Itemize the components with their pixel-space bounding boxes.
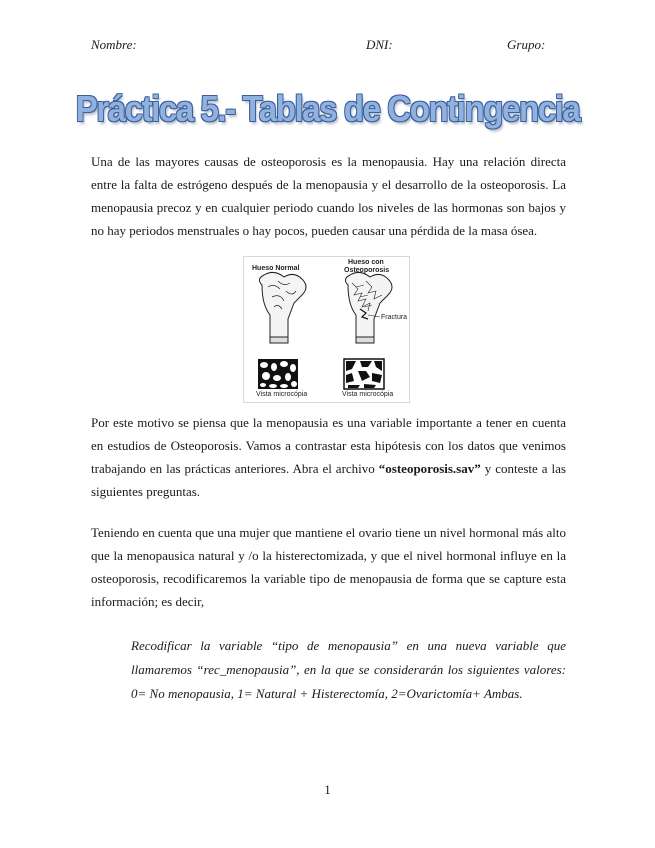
- bone-illustration: [243, 256, 410, 403]
- data-filename: “osteoporosis.sav”: [378, 461, 481, 476]
- dni-label: DNI:: [366, 37, 393, 52]
- label-micro-right: Vista microcópia: [342, 391, 394, 398]
- label-osteo-line2: Osteoporosis: [344, 267, 390, 274]
- page-header: [91, 37, 566, 55]
- normal-bone-icon: [259, 272, 306, 343]
- micro-osteoporosis-icon: [344, 359, 384, 389]
- hypothesis-paragraph: [91, 411, 566, 503]
- label-micro-left: Vista microcópia: [256, 391, 308, 398]
- bone-drawing: [244, 257, 409, 402]
- recode-instruction: Recodificar la variable “tipo de menopausia” en una nueva variable que llamaremos “rec_menopausia”, en la que se considerarán los siguientes valores: 0= No menopausia, 1= Natural + Histerectomía, 2=Ovarictomía+ Ambas.: [131, 638, 566, 701]
- label-osteo-line1: Hueso con: [348, 259, 384, 266]
- label-normal-bone: Hueso Normal: [252, 265, 300, 272]
- osteoporosis-bone-icon: [345, 272, 392, 343]
- name-label: Nombre:: [91, 37, 137, 52]
- hypothesis-text-after: y conteste a las siguientes preguntas.: [91, 461, 566, 499]
- page-title: Práctica 5.- Tablas de Contingencia: [75, 88, 580, 129]
- label-fracture: Fractura: [381, 314, 408, 321]
- intro-paragraph: Una de las mayores causas de osteoporosis es la menopausia. Hay una relación directa entre la falta de estrógeno después de la menopausia y el desarrollo de la osteoporosis. La menopausia precoz y en cualquier periodo cuando los niveles de las hormonas son bajos y no hay periodos menstruales o hay pocos, pueden causar una pérdida de la masa ósea.: [91, 154, 566, 238]
- micro-normal-icon: [258, 359, 298, 389]
- recode-paragraph: Teniendo en cuenta que una mujer que mantiene el ovario tiene un nivel hormonal más alto que la menopausica natural y /o la histerectomizada, y que el nivel hormonal influye en la osteoporosis, recodificaremos la variable tipo de menopausia de forma que se capture esta información; es decir,: [91, 525, 566, 609]
- page-number: 1: [324, 782, 331, 797]
- hypothesis-text-before: Por este motivo se piensa que la menopausia es una variable importante a tener en cuenta en estudios de Osteoporosis. Vamos a contrastar esta hipótesis con los datos que venimos trabajando en las prácticas anteriores. Abra el archivo: [91, 415, 566, 476]
- group-label: Grupo:: [507, 37, 546, 52]
